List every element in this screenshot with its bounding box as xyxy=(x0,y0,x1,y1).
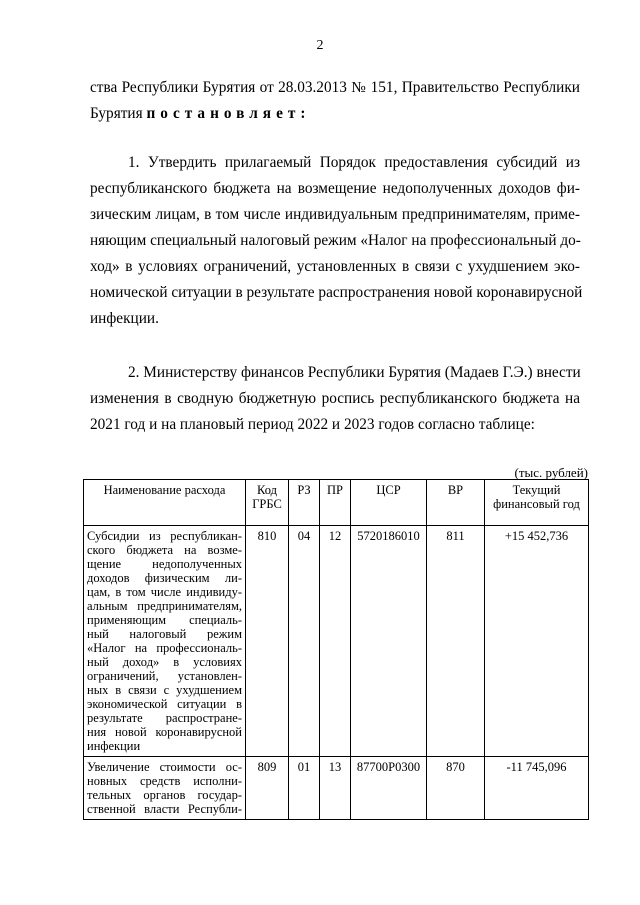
desc-line: ния новой коронавирусной xyxy=(87,725,242,739)
header-csr: ЦСР xyxy=(351,480,427,526)
units-label: (тыс. рублей) xyxy=(514,465,588,480)
text-line: ход» в условиях ограничений, установленных в связи с ухудшением эко- xyxy=(90,258,580,275)
desc-line: доходов физическим ли- xyxy=(87,571,242,585)
csr-code: 5720186010 xyxy=(351,526,427,757)
text-line: няющим специальный налоговый режим «Налог на профессиональный до- xyxy=(90,232,581,249)
budget-table xyxy=(83,479,589,820)
csr-code: 87700Р0300 xyxy=(351,757,427,820)
item-1-paragraph xyxy=(90,150,583,332)
header-pr: ПР xyxy=(320,480,351,526)
grbs-code: 809 xyxy=(246,757,289,820)
desc-line: тельных органов государ- xyxy=(87,788,242,802)
text-line: номической ситуации в результате распространения новой коронавирусной xyxy=(90,284,583,301)
header-expense-name: Наименование расхода xyxy=(84,480,246,526)
rz-code: 04 xyxy=(289,526,320,757)
desc-line: применяющим специаль- xyxy=(87,613,242,627)
text-line: республиканского бюджета на возмещение недополученных доходов фи- xyxy=(90,180,580,197)
table-row xyxy=(84,526,589,757)
desc-line: ный доход» в условиях xyxy=(87,655,242,669)
text-line: изменения в сводную бюджетную роспись республиканского бюджета на xyxy=(90,390,580,407)
desc-line: ственной власти Республи- xyxy=(87,802,242,816)
desc-line: экономической ситуации в xyxy=(87,697,242,711)
text-line: 1. Утвердить прилагаемый Порядок предоставления субсидий из xyxy=(128,154,580,171)
header-rz: РЗ xyxy=(289,480,320,526)
grbs-code: 810 xyxy=(246,526,289,757)
text-line: 2. Министерству финансов Республики Бурятия (Мадаев Г.Э.) внести xyxy=(128,364,581,381)
desc-line: Увеличение стоимости ос- xyxy=(87,760,242,774)
header-current-year: Текущий финансовый год xyxy=(485,480,589,526)
item-2-paragraph xyxy=(90,360,580,438)
desc-line: альным предпринимателям, xyxy=(87,599,242,613)
text-fragment: Бурятия xyxy=(90,105,143,122)
vr-code: 811 xyxy=(427,526,485,757)
desc-line: новных средств исполни- xyxy=(87,774,242,788)
pr-code: 12 xyxy=(320,526,351,757)
pr-code: 13 xyxy=(320,757,351,820)
desc-line: Субсидии из республикан- xyxy=(87,529,242,543)
text-line: инфекции. xyxy=(90,310,159,327)
header-grbs-code: Код ГРБС xyxy=(246,480,289,526)
table-header-row xyxy=(84,480,589,526)
expense-description xyxy=(84,757,246,820)
desc-line: инфекции xyxy=(87,739,141,753)
table-row xyxy=(84,757,589,820)
page-number: 2 xyxy=(316,38,324,53)
text-line: ства Республики Бурятия от 28.03.2013 № 151, Правительство Республики xyxy=(90,79,580,96)
desc-line: щение недополученных xyxy=(87,557,242,571)
intro-paragraph xyxy=(90,75,580,127)
desc-line: ный налоговый режим xyxy=(87,627,242,641)
desc-line: ограничений, установлен- xyxy=(87,669,242,683)
amount-value: -11 745,096 xyxy=(485,757,589,820)
desc-line: ского бюджета на возме- xyxy=(87,543,242,557)
desc-line: цам, в том числе индивиду- xyxy=(87,585,242,599)
header-vr: ВР xyxy=(427,480,485,526)
desc-line: ных в связи с ухудшением xyxy=(87,683,242,697)
text-line xyxy=(90,101,580,127)
desc-line: «Налог на профессиональ- xyxy=(87,641,242,655)
rz-code: 01 xyxy=(289,757,320,820)
decree-word: постановляет: xyxy=(146,105,311,122)
desc-line: результате распростране- xyxy=(87,711,242,725)
text-line: 2021 год и на плановый период 2022 и 2023 годов согласно таблице: xyxy=(90,416,535,433)
expense-description xyxy=(84,526,246,757)
vr-code: 870 xyxy=(427,757,485,820)
text-line: зическим лицам, в том числе индивидуальным предпринимателям, приме- xyxy=(90,206,580,223)
amount-value: +15 452,736 xyxy=(485,526,589,757)
